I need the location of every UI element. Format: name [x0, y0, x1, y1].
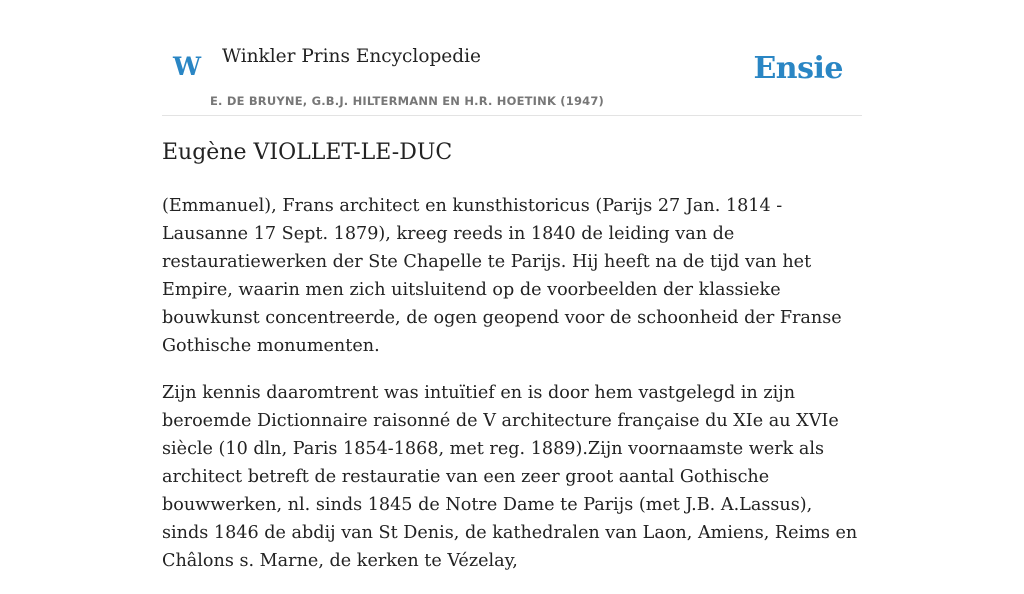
- page: [162, 0, 862, 571]
- publication-title[interactable]: Winkler Prins Encyclopedie: [222, 46, 481, 67]
- article-title: Eugène VIOLLET-LE-DUC: [162, 140, 453, 165]
- publication-authors: E. DE BRUYNE, G.B.J. HILTERMANN EN H.R. HOETINK (1947): [210, 94, 605, 108]
- article-paragraph: (Emmanuel), Frans architect en kunsthistoricus (Parijs 27 Jan. 1814 - Lausanne 17 Sept. 1879), kreeg reeds in 1840 de leiding van de restauratiewerken der Ste Chapelle te Parijs. Hij heeft na de tijd van het Empire, waarin men zich uitsluitend op de voorbeelden der klassieke bouwkunst concentreerde, de ogen geopend voor de schoonheid der Franse Gothische monumenten.: [162, 196, 842, 356]
- brand-logo[interactable]: Ensie: [753, 51, 843, 86]
- article-body: [162, 192, 862, 594]
- publication-logo[interactable]: W: [173, 52, 202, 81]
- article-paragraph: Zijn kennis daaromtrent was intuïtief en is door hem vastgelegd in zijn beroemde Dictionnaire raisonné de V architecture française du XIe au XVIe siècle (10 dln, Paris 1854-1868, met reg. 1889).Zijn voornaamste werk als architect betreft de restauratie van een zeer groot aantal Gothische bouwwerken, nl. sinds 1845 de Notre Dame te Parijs (met J.B. A.Lassus), sinds 1846 de abdij van St Denis, de kathedralen van Laon, Amiens, Reims en Châlons s. Marne, de kerken te Vézelay,: [162, 383, 858, 571]
- site-header: [162, 0, 862, 116]
